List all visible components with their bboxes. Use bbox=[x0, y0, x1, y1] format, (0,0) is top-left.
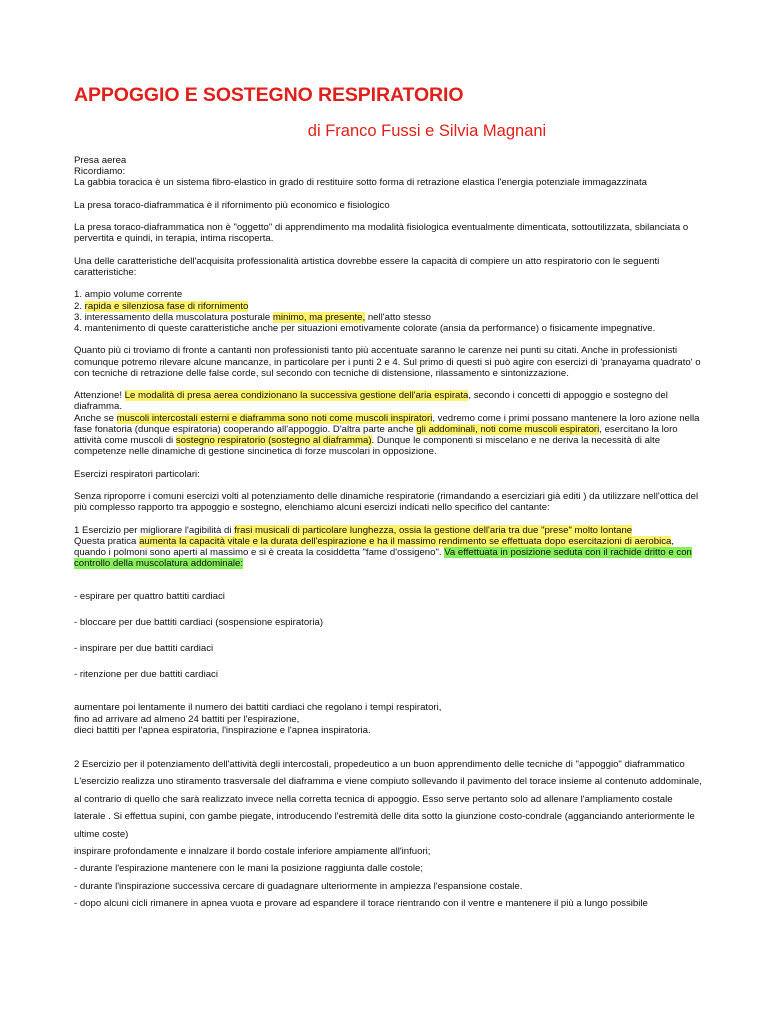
competenze-text: . Dunque le componenti si miscelano e ne deriva la necessità di alte competenze nelle dinamiche di gestione sincinetica di forze muscolari in opposizione. bbox=[74, 434, 661, 458]
paragraph-attenzione bbox=[74, 390, 702, 457]
highlight-capacita: aumenta la capacità vitale e la durata dell'espirazione e ha il massimo rendimento se effettuata dopo esercitazioni di aerobica bbox=[139, 535, 672, 547]
step-bloccare: - bloccare per due battiti cardiaci (sospensione espiratoria) bbox=[74, 617, 324, 629]
list-item-3-text: 3. interessamento della muscolatura posturale bbox=[74, 311, 273, 323]
exercise-2-step-espirazione: - durante l'espirazione mantenere con le mani la posizione raggiunta dalle costole; bbox=[74, 863, 424, 875]
paragraph-senza-riproporre: Senza riproporre i comuni esercizi volti al potenziamento delle dinamiche respiratorie (rimandando a eserciziari già editi ) da utilizzare nell'ottica del più complesso rapporto tra appoggio e sostegno, elenchiamo alcuni esercizi indicati nello specifico del cantante: bbox=[74, 490, 699, 514]
attivita-text: , esercitano la loro attività come muscoli di bbox=[74, 423, 678, 446]
fonatoria-text: , vedremo come i primi possano mantenere la loro azione nella fase fonatoria (dunque espiratoria) cooperando all'appoggio. D'altra parte anche bbox=[74, 412, 700, 435]
highlight-modalita: Le modalità di presa aerea condizionano la successiva gestione dell'aria espirata bbox=[124, 390, 469, 402]
paragraph-cantanti: Quanto più ci troviamo di fronte a cantanti non professionisti tanto più accentuate saranno le carenze nei punti su citati. Anche in professionisti comunque potremo rilevare alcune mancanze, in particolare per i punti 2 e 4. Sul primo di questi si può agire con esercizi di 'pranayama quadrato' o con tecniche di retrazione delle false corde, sul secondo con tecniche di distensione, rilassamento e sintonizzazione. bbox=[74, 345, 701, 379]
progression-line-3: dieci battiti per l'apnea espiratoria, l'inspirazione e l'apnea inspiratoria. bbox=[74, 724, 371, 736]
list-item-3-end: nell'atto stesso bbox=[365, 311, 431, 323]
paragraph-oggetto: La presa toraco-diaframmatica non è "oggetto" di apprendimento ma modalità fisiologica eventualmente dimenticata, sottoutilizzata, sbilanciata o pervertita e quindi, in terapia, intima riscoperta. bbox=[74, 222, 689, 245]
highlight-minimo: minimo, ma presente, bbox=[272, 311, 366, 323]
list-item-2-number: 2. bbox=[74, 300, 85, 312]
exercise-2-step-inspirare: inspirare profondamente e innalzare il bordo costale inferiore ampiamente all'infuori; bbox=[74, 846, 431, 858]
section-heading-presa-aerea: Presa aerea bbox=[74, 155, 127, 166]
highlight-sostegno: sostegno respiratorio (sostegno al diaframma) bbox=[175, 434, 372, 446]
document-title: APPOGGIO E SOSTEGNO RESPIRATORIO bbox=[74, 84, 464, 106]
highlight-addominali: gli addominali, noti come muscoli espiratori bbox=[416, 423, 600, 435]
intro-text: La gabbia toracica è un sistema fibro-elastico in grado di restituire sotto forma di retrazione elastica l'energia potenziale immagazzinata bbox=[74, 177, 647, 189]
highlight-posizione: Va effettuata in posizione seduta con il rachide dritto e con controllo della muscolatura addominale: bbox=[74, 546, 692, 570]
progression-line-1: aumentare poi lentamente il numero dei battiti cardiaci che regolano i tempi respiratori, bbox=[74, 702, 442, 714]
attenzione-label: Attenzione! bbox=[74, 390, 125, 402]
list-item-3 bbox=[74, 312, 702, 323]
highlight-rapida: rapida e silenziosa fase di rifornimento bbox=[84, 300, 249, 312]
step-inspirare: - inspirare per due battiti cardiaci bbox=[74, 643, 214, 655]
step-ritenzione: - ritenzione per due battiti cardiaci bbox=[74, 669, 218, 681]
highlight-frasi: frasi musicali di particolare lunghezza, ossia la gestione dell'aria tra due "prese" molto lontane bbox=[234, 524, 633, 536]
document-authors: di Franco Fussi e Silvia Magnani bbox=[307, 122, 547, 140]
intro-label: Ricordiamo: bbox=[74, 166, 126, 178]
attenzione-text: , secondo i concetti di appoggio e sostegno del diaframma. bbox=[74, 390, 668, 413]
step-espirare: - espirare per quattro battiti cardiaci bbox=[74, 591, 225, 603]
exercise-2-step-inspirazione: - durante l'inspirazione successiva cercare di guadagnare ulteriormente in ampiezza l'espansione costale. bbox=[74, 880, 523, 892]
exercise-2-description: L'esercizio realizza uno stiramento trasversale del diaframma e viene compiuto sollevando il pavimento del torace insieme al contenuto addominale, al contrario di quello che sarà realizzato invece nella corretta tecnica di appoggio. Esso serve pertanto solo ad allenare l'ampliamento costale laterale . Si effettua supini, con gambe piegate, introducendo l'estremità delle dita sotto la giunzione costo-condrale (agganciando anteriormente le ultime coste) bbox=[74, 776, 702, 840]
exercise-1 bbox=[74, 525, 702, 570]
document-body bbox=[74, 155, 702, 913]
list-item-2 bbox=[74, 301, 702, 312]
exercise-2-title: 2 Esercizio per il potenziamento dell'attività degli intercostali, propedeutico a un buon apprendimento delle tecniche di "appoggio" diaframmatico bbox=[74, 758, 685, 770]
exercise-1-fame: , quando i polmoni sono aperti al massimo e si è creata la cosiddetta "fame d'ossigeno". bbox=[74, 535, 675, 558]
list-item-1: 1. ampio volume corrente bbox=[74, 289, 183, 301]
section-heading-esercizi: Esercizi respiratori particolari: bbox=[74, 468, 200, 480]
anche-se-text: Anche se bbox=[74, 412, 117, 424]
paragraph-presa-toraco: La presa toraco-diaframmatica è il rifornimento più economico e fisiologico bbox=[74, 199, 390, 211]
exercise-2-step-apnea: - dopo alcuni cicli rimanere in apnea vuota e provare ad espandere il torace rientrando con il ventre e mantenere il più a lungo possibile bbox=[74, 898, 648, 910]
paragraph-caratteristiche: Una delle caratteristiche dell'acquisita professionalità artistica dovrebbe essere la capacità di compiere un atto respiratorio con le seguenti caratteristiche: bbox=[74, 255, 660, 278]
exercise-1-intro: 1 Esercizio per migliorare l'agibilità di bbox=[74, 524, 235, 536]
highlight-intercostali: muscoli intercostali esterni e diaframma sono noti come muscoli inspiratori bbox=[116, 412, 433, 424]
progression-line-2: fino ad arrivare ad almeno 24 battiti per l'espirazione, bbox=[74, 713, 300, 725]
list-item-4: 4. mantenimento di queste caratteristiche anche per situazioni emotivamente colorate (ansia da performance) o fisicamente impegnative. bbox=[74, 322, 656, 334]
exercise-1-pratica: Questa pratica bbox=[74, 535, 140, 547]
